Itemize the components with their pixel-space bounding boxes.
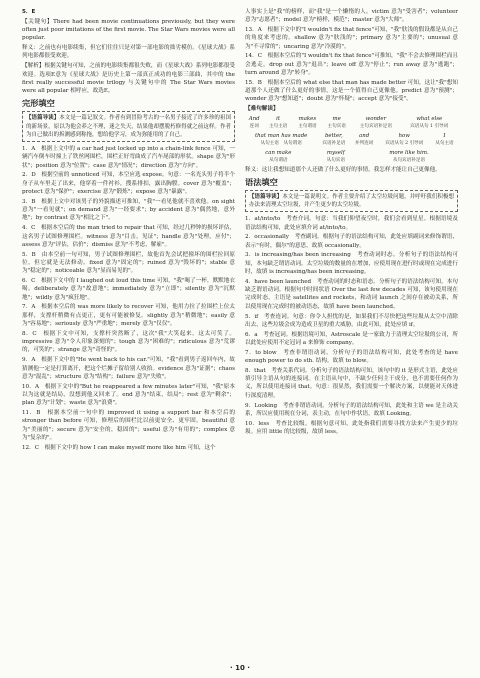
sentence-tag: 宾语从句 2 引导词 — [385, 140, 424, 146]
sentence-tag: 并列连词 — [354, 140, 374, 146]
list-item: 3．is increasing/has been increasing 考查动词时态。分析句子的语法结构可知，本句缺乏谓语动词。太空垃圾的数量的在增加，应使用现在进行时或现在完成进行时，故填 is increasing/has been increasing。 — [245, 252, 458, 276]
sentence-word: myself — [326, 149, 345, 156]
sentence-tag: 主句宾语补足语 — [359, 123, 392, 129]
list-item: 2．occasionally 考查副词。根据句子的语法结构可知，此处应填副词来修饰谓语，表示"有时，偶尔"的意思，故填 occasionally。 — [245, 234, 458, 249]
guide-text: 本文是一篇记叙文。作者有到冒险考古的一名男子接近了许多珍的祖国的新场景，原以为他会养之不理，迷之失天，结果他却摆脱朽修得就之前这样。作者为自己做出的拆测感到称拖，想给他学习，成为弥能用的了自己。 — [26, 115, 231, 138]
sentence-tag: 从句主语 从句谓语 — [260, 140, 302, 146]
guide-label: 【语篇导读】 — [249, 193, 283, 200]
list-item: 7．A 根据本空后的 was more likely to recover 可知，他用力拉了拉围栏上位太那样，支撑杆稍微有点更正，更有可能被修复。slightly 意为"稍微地"；easily 意为"容易地"；seriously 意为"严重地"；merely 意为"仅仅"。 — [22, 304, 235, 328]
sentence-word: what else — [416, 115, 443, 122]
list-item: 7．to blow 考查非谓语动词。分析句子的语法结构可知，此处考查的是 have enough power to do sth. 结构。故填 to blow。 — [245, 349, 458, 365]
sentence-tag: 宾语从句 1 引导词 — [410, 123, 449, 129]
list-item: 14．C 根据本空后的"I wouldn't fix that fence"可推知，"我"不会去修理围栏而且会逃走。drop out 意为"退出"；leave off 意为"停止"；run away 意为"逃跑"；turn around 意为"转身"。 — [245, 53, 458, 77]
right-column — [245, 8, 458, 660]
sentence-tag: 从句主语 — [435, 140, 454, 146]
sentence-analysis-table — [245, 115, 458, 131]
sentence-word: it — [276, 115, 281, 122]
q5-key-sentence: 【关键句】There had been movie continuations previously, but they were often just poor imitations of the first movie. The Star Wars movies were all popular. — [22, 18, 235, 42]
list-item: 3．B 根据上文中对该男子的外貌描述可推知，"我"一看见他就不喜欢他。on sight 意为"一看见就"；on demand 意为"一经要求"；by accident 意为"偶然地，意外地"；by contrast 意为"相比之下"。 — [22, 198, 235, 222]
list-item: 6．C 根据下文中的 I laughed out loud this time 可知，"我"喝了一杯，默默地衣喝。deliberately 意为"故意地"；immediately 意为"立即"；silently 意为"沉默地"；wildly 意为"疯狂地"。 — [22, 278, 235, 301]
sentence-tag: 主句谓语 — [298, 123, 317, 129]
sentence-word: can make — [265, 149, 292, 156]
sentence-word: And — [248, 115, 260, 122]
list-item: 4．have been launched 考查动词的时态和语态。分析句子的语法结构可知，本句缺乏谓语动词。根据句中时间状语 Over the last few decades 可知，该句使用现在完成时态，主语是 satellites and rockets，和动词 launch 之间存在被动关系，所以使用现在完成时的被动语态，故填 have been launched。 — [245, 278, 458, 310]
sentence-analysis-title: 【难句解读】 — [245, 106, 279, 113]
sentence-analysis-table-2 — [245, 132, 458, 148]
list-item: 10．A 根据下文中的"But he reappeared a few minutes later"可知，"我"原本以为这就是结局，没想到他又回来了。end 意为"结束，结局"；rest 意为"剩余"；plan 意为"计划"；waste 意为"浪费"。 — [22, 383, 235, 407]
list-item: 1．at/into/to 考查介词。句意：当我们仰望夜空时，我们会看到星星。根据语境及语法结构可知，此处应填介词 at/into/to。 — [245, 216, 458, 231]
list-item: 8．that 考查关系代词。分析句子的语法结构可知，该句中的 it 是形式主语，此处应填引导主语从句的连接词。在主语从句中，不缺少任何主干成分，也不需要任何作为义，所以使用连接词 that。句意：很显然，我们需要一个解决方案，以便能对天体进行深度清理。 — [245, 367, 458, 399]
list-item: 12．C 根据下文中的 how I can make myself more like him 可知，这个 — [22, 444, 216, 451]
list-item: 5．B 由本空前一句可知，男子试图修理围栏，故他首先会试把撞坏的围栏拉回原位，但它就是无法修动。fixed 意为"固定的"；ruined 意为"毁坏的"；stable 意为"稳定的"；noticeable 意为"显而易见的"。 — [22, 251, 235, 275]
columns — [22, 8, 458, 660]
sentence-word: how — [398, 132, 410, 139]
sentence-word: better, — [324, 132, 343, 139]
list-item: 15．B 根据本空后的 what else that man has made better 可知，这让"我"想知道那个人还做了什么更好的事情，这是一个值得自己更像他。predict 意为"预测"；wonder 意为"想知道"；doubt 意为"怀疑"；accept 意为"接受"。 — [245, 79, 458, 103]
grammar-guide-box — [245, 190, 458, 212]
guide-text: 本文是一篇说明文。作者主要介绍了太空垃圾问题，并呼吁我们积极想办法来清理太空垃圾，并产生更少的太空垃圾。 — [249, 193, 454, 209]
list-item: 11．B 根据本空前一句中的 improved it using a support bar 和本空后的 stronger than before 可知，修理后的围栏比以前更安全、更牢固。beautiful 意为"美丽的"；secure 意为"安全的，稳固的"；useful 意为"有用的"；complex 意为"复杂的"。 — [22, 409, 235, 441]
list-item: 2．D 根据空前的 unnoticed 可知，本空应选 expose。句意：一名光头男子将半个身子从车里走了出来，他穿着一件衬衫，搜系排扣，露出胸膛。cover 意为"覆盖"；protect 意为"保护"；exercise 意为"锻炼"；expose 意为"暴露"。 — [22, 172, 235, 196]
sentence-tag: 从句宾语 — [326, 157, 345, 163]
q5-answer: 5．E — [22, 9, 36, 15]
list-item: 9．A 根据下文中的"He went back to his car."可知，"我"看到男子返回车内，故猜测他一定是打算离开，把这个烂摊子留给别人收拾。evidence 意为"证据"；chaos 意为"混乱"；structure 意为"结构"；failure 意为"失败"。 — [22, 357, 235, 380]
sentence-analysis-table-3 — [245, 149, 458, 165]
sentence-tag: 宾语补足语 — [322, 140, 346, 146]
sentence-word: I — [443, 132, 446, 139]
sentence-tag: 主句主语 — [268, 123, 288, 129]
list-item: 6．a 考查冠词。根据语境可知，Astroscale 是一家致力于清理太空垃圾的公司，所以此处应使用不定冠词 a 来修饰 company。 — [245, 331, 458, 346]
q5-explanation: 释义：之前也有电影续集，但它们往往只是对第一部电影的拙劣模仿。《星球大战》系列电影都很受欢迎。 — [22, 45, 235, 60]
sentence-word: makes — [298, 115, 317, 122]
section-title-grammar: 语法填空 — [245, 176, 278, 187]
section-title-cloze: 完形填空 — [22, 98, 55, 109]
list-item: 10．less 考查比较级。根据句意可知，此处指我们需要寻找方法来产生更少的垃圾。应用 little 的比较级，故填 less。 — [245, 420, 458, 435]
sentence-tag: 从句谓语 — [269, 157, 288, 163]
sentence-tag: 主句宾语 — [327, 123, 346, 129]
list-item: 4．C 根据本空后的 the man tried to repair that 可知，经过几秒钟的损坏评估，这名男子试图修理围栏。witness 意为"目击，见证"；handle 意为"处理，应付"；assess 意为"评估，估价"；dismiss 意为"不考虑，解雇"。 — [22, 225, 235, 248]
sentence-word: and — [359, 132, 370, 139]
page-number: · 10 · — [230, 664, 250, 672]
list-item: 13．A 根据下文中的"I wouldn't fix that fence"可知，"我"肤浅的假设都是从自己的角度来考虑的。shallow 意为"肤浅的"；primary 意为"主要的"；unusual 意为"不寻常的"；uncaring 意为"冷漠的"。 — [245, 27, 458, 50]
sentence-word: more like him. — [389, 149, 429, 156]
q5-analysis: 【解析】根据关键句可知，之前的电影续集都很失败，而《星球大战》系列电影都很受欢迎。选项E意为《星球大战》是历史上第一部真正成功的电影三部曲，其中的 the first really successful movie trilogy 与关键句中的 The Star Wars movies were all popular 相呼应，故选E。 — [22, 63, 235, 95]
sentence-analysis-note: 释义：这让我想知道那个人还做了什么更好的事情，我怎样才能让自己更像他。 — [245, 166, 441, 173]
list-item: 1．A 根据上文中的 a car had just locked up into a chain-link fence 可知，一辆汽车倒车时撞上了铁丝网围栏，围栏正好弯曲成了汽车尾部的形状。shape 意为"形状"；position 意为"位置"；case 意为"情况"；direction 意为"方向"。 — [22, 146, 235, 169]
sentence-tag: 连词 — [249, 123, 259, 129]
list-item: 8．C 根据下文中可知，支撑杆突然断了，这次"我"大笑起来。这太可笑了。impressive 意为"令人印象深刻的"；tough 意为"困难的"；ridiculous 意为"荒谬的，可笑的"；strange 意为"奇怪的"。 — [22, 330, 235, 354]
guide-label: 【语篇导读】 — [26, 115, 60, 122]
list-item: 9．Looking 考查非谓语动词。分析句子的语法结构可知，此处和主语 we 是主动关系，所以应使用现在分词，表主动，在句中作状语，故填 Looking。 — [245, 402, 458, 417]
sentence-word: that man has made — [254, 132, 308, 139]
cloze-guide-box — [22, 111, 235, 142]
left-column — [22, 8, 235, 660]
sentence-word: me — [332, 115, 341, 122]
sentence-tag: 从句宾语补足语 — [392, 157, 426, 163]
sentence-word: wonder — [365, 115, 387, 122]
list-item: 5．if 考查连词。句意：你令人担忧的是，如果我们不尽快把这些垃圾从太空中清除出去，这些垃圾会成为造成卫星的重大威胁。由此可知，此处应填 if。 — [245, 313, 458, 328]
q12-continuation: 人事实上是"我"的榜样，而"我"是一个懒惰的人。victim 意为"受害者"；volunteer 意为"志愿者"；model 意为"榜样，模范"；master 意为"大师"。 — [245, 9, 458, 24]
